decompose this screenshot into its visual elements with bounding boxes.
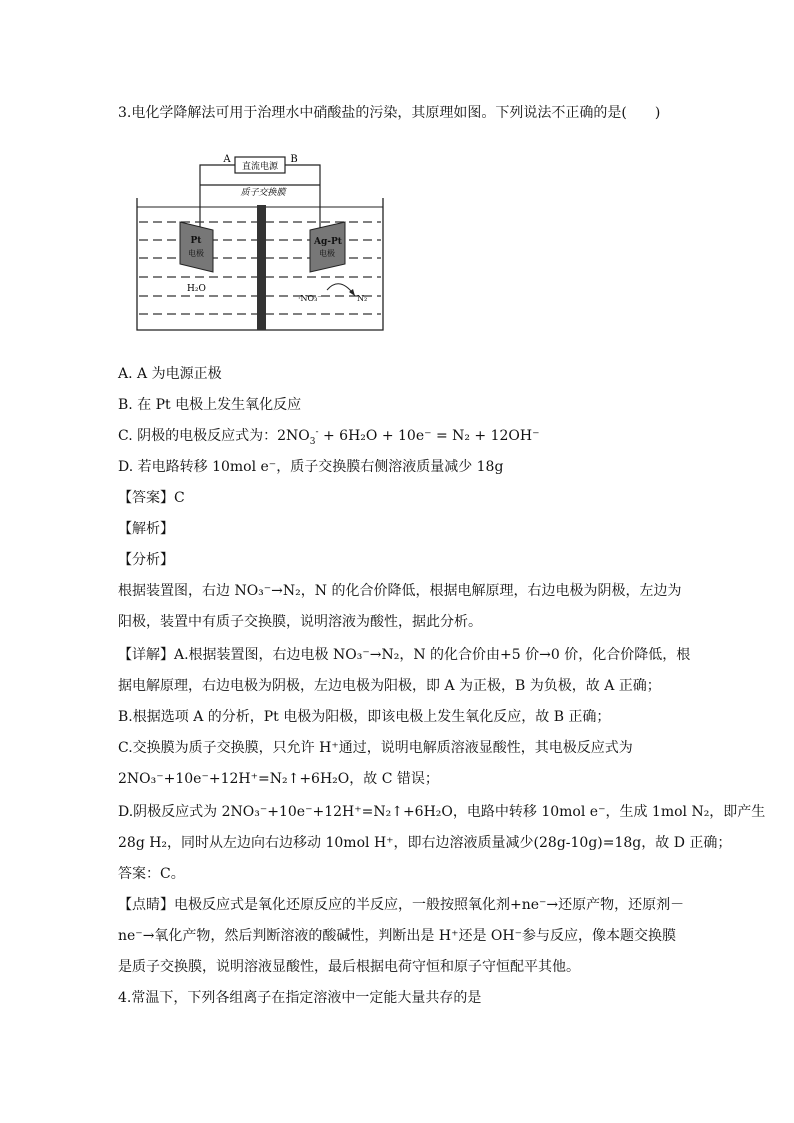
- note-line-3: 是质子交换膜，说明溶液显酸性，最后根据电荷守恒和原子守恒配平其他。: [118, 959, 580, 975]
- detail-line-2: 据电解原理，右边电极为阴极，左边电极为阳极，即 A 为正极，B 为负极，故 A 正确；: [118, 678, 661, 694]
- power-supply-label: 直流电源: [241, 162, 279, 172]
- fenxi-heading: 【分析】: [118, 552, 174, 568]
- detail-line-8: 答案：C。: [118, 866, 185, 882]
- analysis-line-2: 阳极，装置中有质子交换膜，说明溶液为酸性，据此分析。: [118, 614, 482, 630]
- label-a: A: [223, 154, 231, 165]
- option-d: D. 若电路转移 10mol e⁻，质子交换膜右侧溶液质量减少 18g: [118, 459, 504, 475]
- ag-pt-electrode: [310, 222, 345, 272]
- option-b: B. 在 Pt 电极上发生氧化反应: [118, 397, 302, 413]
- water-label: H₂O: [187, 284, 206, 294]
- option-c-prefix: C. 阴极的电极反应式为：2NO: [118, 428, 310, 444]
- label-b: B: [290, 154, 298, 165]
- pt-electrode: [180, 222, 213, 272]
- option-c-rest: + 6H₂O + 10e⁻ = N₂ + 12OH⁻: [318, 428, 540, 444]
- detail-line-6: D.阴极反应式为 2NO₃⁻+10e⁻+12H⁺=N₂↑+6H₂O，电路中转移 10mol e⁻，生成 1mol N₂，即产生: [118, 804, 766, 820]
- detail-line-7: 28g H₂，同时从左边向右边移动 10mol H⁺，即右边溶液质量减少(28g-10g)=18g，故 D 正确；: [118, 835, 732, 851]
- electrolysis-diagram: [135, 150, 385, 335]
- nitrogen-label: N₂: [357, 294, 368, 303]
- option-c: C. 阴极的电极反应式为：$2NO_3^- + 6H_2O + 10e^- = N_2 + 12OH^-$: [118, 427, 540, 447]
- next-question-stem: 4.常温下，下列各组离子在指定溶液中一定能大量共存的是: [118, 990, 482, 1006]
- ag-pt-electrode-label: 电极: [319, 249, 335, 258]
- ag-pt-label: Ag-Pt: [314, 237, 342, 247]
- detail-line-5: 2NO₃⁻+10e⁻+12H⁺=N₂↑+6H₂O，故 C 错误；: [118, 771, 439, 787]
- nitrate-label: ·NO₃⁻: [298, 294, 322, 303]
- analysis-line-1: 根据装置图，右边 NO₃⁻→N₂，N 的化合价降低，根据电解原理，右边电极为阴极，左边为: [118, 583, 682, 599]
- option-a: A. A 为电源正极: [118, 366, 222, 382]
- note-line-2: ne⁻→氧化产物，然后判断溶液的酸碱性，判断出是 H⁺还是 OH⁻参与反应，像本题交换膜: [118, 928, 676, 944]
- pt-label: Pt: [190, 236, 202, 246]
- pt-electrode-label: 电极: [188, 249, 204, 258]
- proton-exchange-membrane: [257, 205, 266, 330]
- question-stem: 3.电化学降解法可用于治理水中硝酸盐的污染，其原理如图。下列说法不正确的是( ): [118, 105, 661, 121]
- detail-line-1: 【详解】A.根据装置图，右边电极 NO₃⁻→N₂，N 的化合价由+5 价→0 价，化合价降低，根: [118, 647, 691, 663]
- membrane-label: 质子交换膜: [240, 188, 286, 198]
- detail-line-4: C.交换膜为质子交换膜，只允许 H⁺通过，说明电解质溶液显酸性，其电极反应式为: [118, 740, 633, 756]
- reaction-arrow: [327, 284, 355, 296]
- jiexi-heading: 【解析】: [118, 521, 174, 537]
- answer-line: 【答案】C: [118, 490, 185, 506]
- note-line-1: 【点睛】电极反应式是氧化还原反应的半反应，一般按照氧化剂+ne⁻→还原产物，还原剂－: [118, 897, 685, 913]
- detail-line-3: B.根据选项 A 的分析，Pt 电极为阳极，即该电极上发生氧化反应，故 B 正确；: [118, 709, 611, 725]
